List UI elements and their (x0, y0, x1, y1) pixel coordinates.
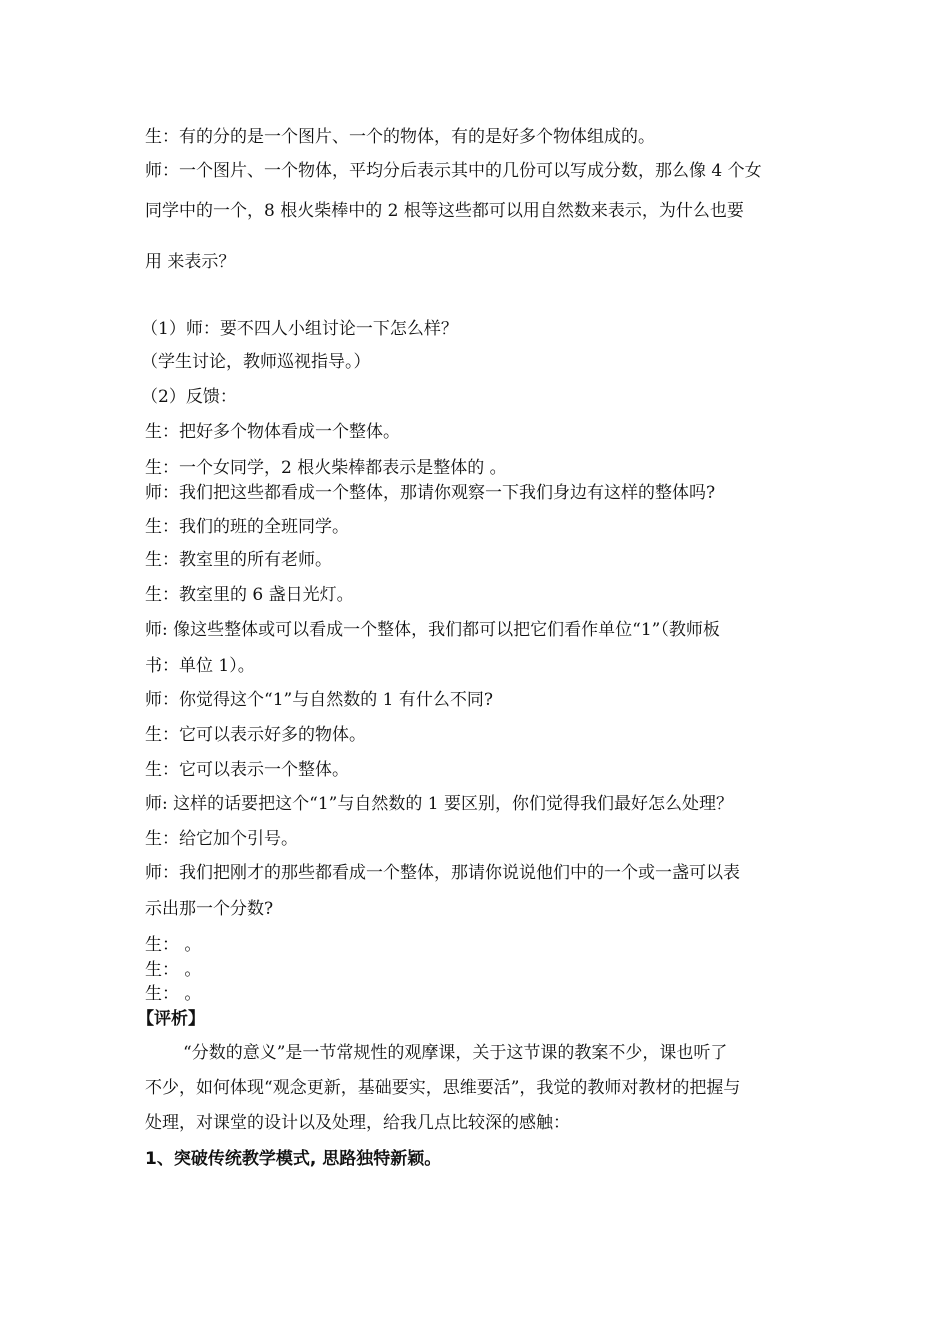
dialogue-line: 生： 。 (145, 960, 202, 980)
dialogue-line: 生： 。 (145, 935, 202, 955)
dialogue-line: 师：你觉得这个“1”与自然数的 1 有什么不同? (145, 690, 493, 710)
section-heading: 【评析】 (137, 1009, 205, 1029)
dialogue-line: 生：教室里的 6 盏日光灯。 (145, 585, 354, 605)
dialogue-line: 师: 这样的话要把这个“1”与自然数的 1 要区别，你们觉得我们最好怎么处理？ (145, 794, 733, 814)
step-line: （1）师：要不四人小组讨论一下怎么样？ (141, 319, 458, 339)
dialogue-line: 书：单位 1）。 (145, 656, 255, 676)
step-line: （学生讨论，教师巡视指导。） (141, 352, 371, 372)
dialogue-line: 生： 。 (145, 984, 202, 1004)
dialogue-line: 生：我们的班的全班同学。 (145, 517, 349, 537)
dialogue-line: 师: 像这些整体或可以看成一个整体，我们都可以把它们看作单位“1”（教师板 (145, 620, 720, 640)
dialogue-line: 生：把好多个物体看成一个整体。 (145, 422, 400, 442)
dialogue-line: 用 来表示？ (145, 252, 236, 272)
dialogue-line: 生：给它加个引号。 (145, 829, 298, 849)
paragraph-line: “分数的意义”是一节常规性的观摩课，关于这节课的教案不少，课也听了 (183, 1043, 728, 1063)
dialogue-line: 生：它可以表示一个整体。 (145, 760, 349, 780)
dialogue-line: 师：我们把刚才的那些都看成一个整体，那请你说说他们中的一个或一盏可以表 (145, 863, 740, 883)
paragraph-line: 不少，如何体现“观念更新，基础要实，思维要活”，我觉的教师对教材的把握与 (145, 1078, 741, 1098)
dialogue-line: 同学中的一个，8 根火柴棒中的 2 根等这些都可以用自然数来表示，为什么也要 (145, 201, 744, 221)
dialogue-line: 生：一个女同学，2 根火柴棒都表示是整体的 。 (145, 458, 507, 478)
step-line: （2）反馈： (141, 387, 237, 407)
dialogue-line: 师：一个图片、一个物体，平均分后表示其中的几份可以写成分数，那么像 4 个女 (145, 161, 762, 181)
subsection-heading: 1、突破传统教学模式, 思路独特新颖。 (145, 1149, 442, 1169)
dialogue-line: 生：教室里的所有老师。 (145, 550, 332, 570)
dialogue-line: 生：有的分的是一个图片、一个的物体，有的是好多个物体组成的。 (145, 127, 655, 147)
dialogue-line: 师：我们把这些都看成一个整体，那请你观察一下我们身边有这样的整体吗? (145, 483, 716, 503)
dialogue-line: 生：它可以表示好多的物体。 (145, 725, 366, 745)
dialogue-line: 示出那一个分数? (145, 899, 274, 919)
paragraph-line: 处理，对课堂的设计以及处理，给我几点比较深的感触： (145, 1113, 570, 1133)
